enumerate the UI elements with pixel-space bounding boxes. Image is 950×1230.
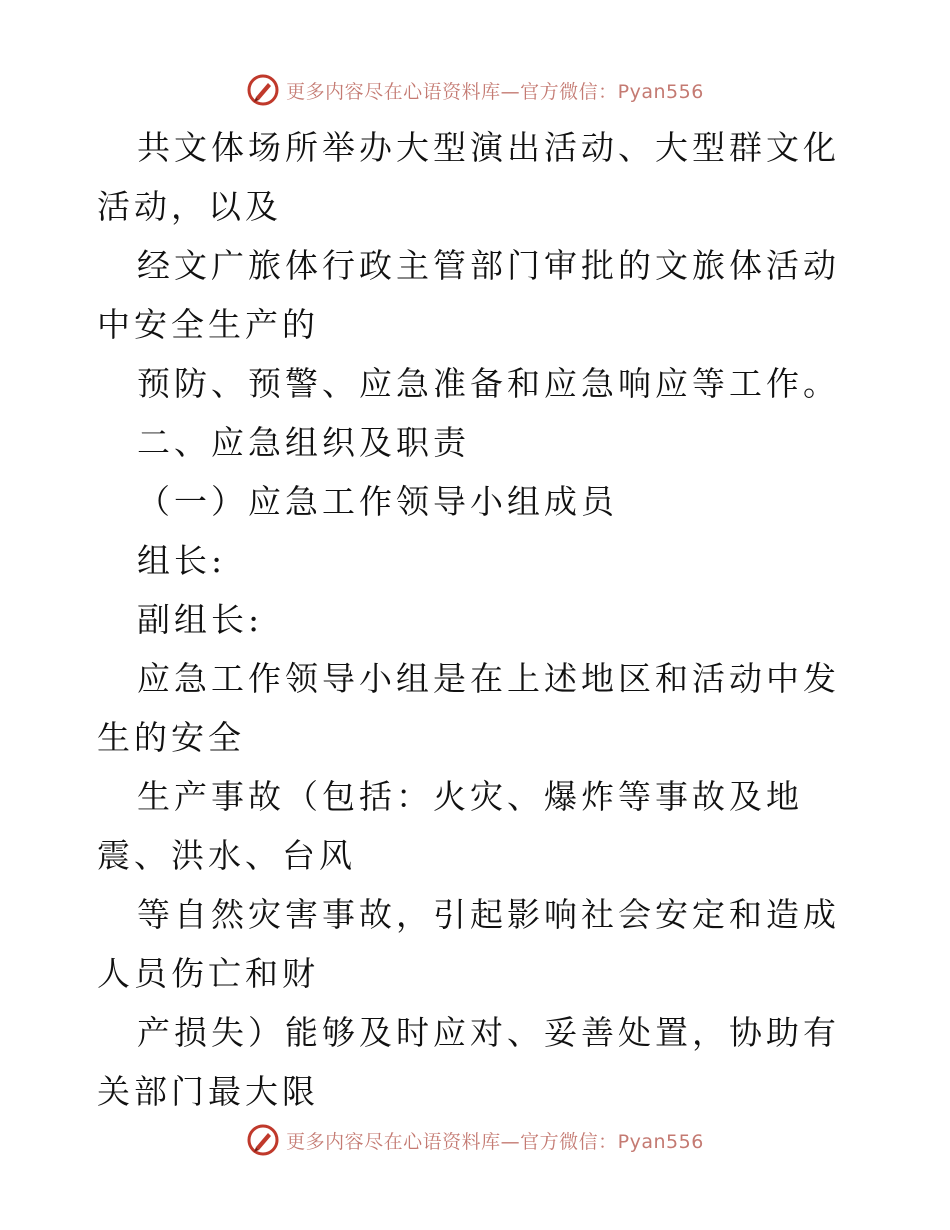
paragraph-11: 产损失）能够及时应对、妥善处置，协助有关部门最大限 xyxy=(97,1013,840,1111)
paragraph-1: 共文体场所举办大型演出活动、大型群文化活动，以及 xyxy=(97,128,840,226)
document-body xyxy=(97,118,867,1121)
leader-line: 组长: xyxy=(137,541,227,580)
pen-seal-icon xyxy=(246,73,280,107)
paragraph-3: 预防、预警、应急准备和应急响应等工作。 xyxy=(137,364,840,403)
footer-watermark xyxy=(0,1120,950,1160)
watermark-text: 更多内容尽在心语资料库—官方微信：Pyan556 xyxy=(286,80,704,103)
paragraph-8: 应急工作领导小组是在上述地区和活动中发生的安全 xyxy=(97,659,840,757)
section-heading: 二、应急组织及职责 xyxy=(137,423,470,462)
paragraph-9: 生产事故（包括：火灾、爆炸等事故及地震、洪水、台风 xyxy=(97,777,803,875)
subsection-heading: （一）应急工作领导小组成员 xyxy=(137,482,618,521)
header-watermark xyxy=(0,70,950,110)
paragraph-10: 等自然灾害事故，引起影响社会安定和造成人员伤亡和财 xyxy=(97,895,840,993)
watermark-text: 更多内容尽在心语资料库—官方微信：Pyan556 xyxy=(286,1130,704,1153)
paragraph-2: 经文广旅体行政主管部门审批的文旅体活动中安全生产的 xyxy=(97,246,840,344)
deputy-leader-line: 副组长: xyxy=(137,600,264,639)
pen-seal-icon xyxy=(246,1123,280,1157)
